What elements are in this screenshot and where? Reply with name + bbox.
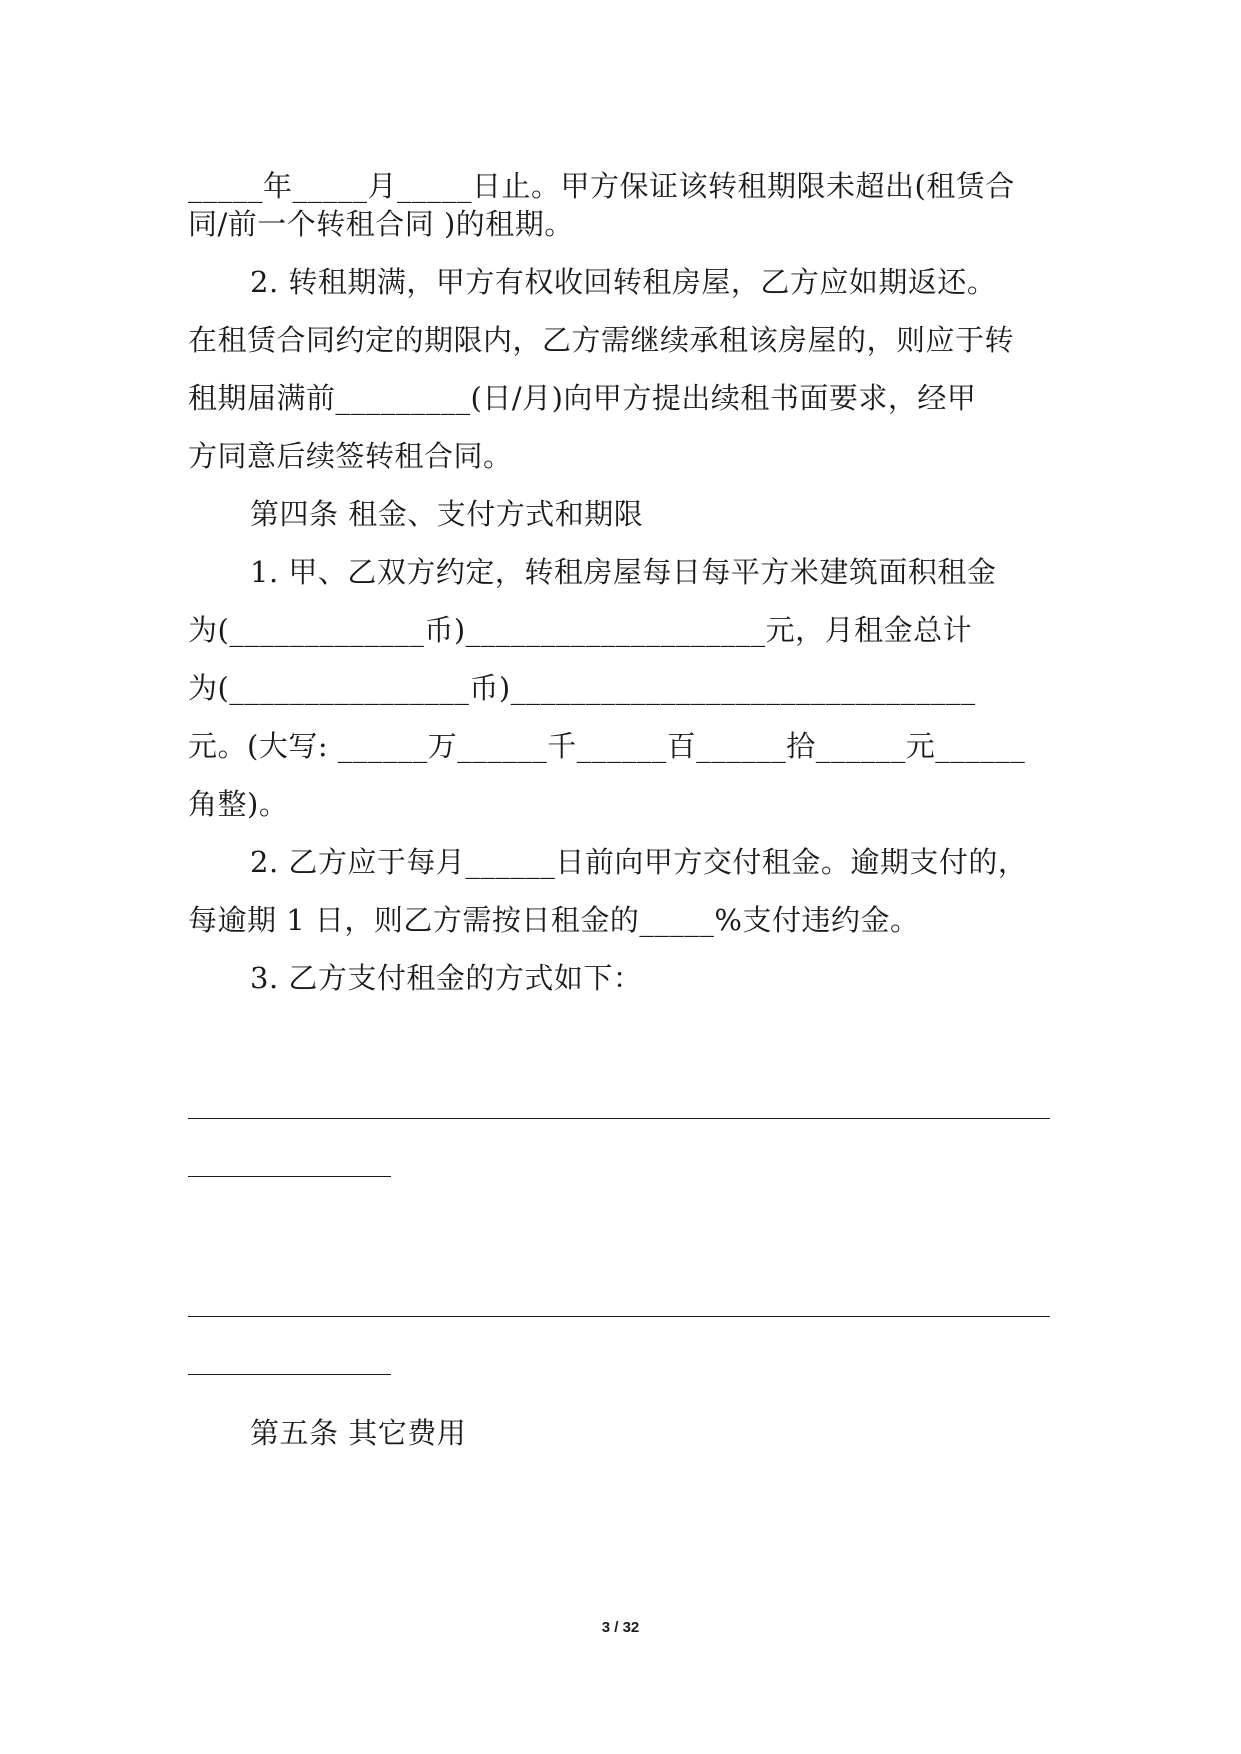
blank-fill-line bbox=[188, 1374, 391, 1375]
section-heading: 第四条 租金、支付方式和期限 bbox=[250, 497, 644, 531]
text-line: 租期届满前_________(日/月)向甲方提出续租书面要求，经甲 bbox=[188, 381, 977, 415]
clause-item: 2. 乙方应于每月______日前向甲方交付租金。逾期支付的， bbox=[250, 845, 1028, 879]
section-heading: 第五条 其它费用 bbox=[250, 1416, 467, 1450]
text-line: 每逾期 1 日，则乙方需按日租金的_____%支付违约金。 bbox=[188, 903, 920, 937]
text-line: 方同意后续签转租合同。 bbox=[188, 439, 513, 473]
clause-item: 3. 乙方支付租金的方式如下： bbox=[250, 961, 643, 995]
page-number: 3 / 32 bbox=[601, 1619, 640, 1636]
blank-fill-line bbox=[188, 1316, 1050, 1317]
text-line: 元。(大写: ______万______千______百______拾______元______ bbox=[188, 729, 1026, 763]
clause-item: 1. 甲、乙双方约定，转租房屋每日每平方米建筑面积租金 bbox=[250, 555, 997, 589]
text-line: 为(_____________币)____________________元，月租金总计 bbox=[188, 613, 973, 647]
text-line: 在租赁合同约定的期限内，乙方需继续承租该房屋的，则应于转 bbox=[188, 323, 1015, 357]
clause-item: 2. 转租期满，甲方有权收回转租房屋，乙方应如期返还。 bbox=[250, 265, 997, 299]
blank-fill-line bbox=[188, 1176, 391, 1177]
blank-fill-line bbox=[188, 1118, 1050, 1119]
text-line: 同/前一个转租合同 )的租期。 bbox=[188, 207, 574, 241]
text-line: 为(________________币)_______________________________ bbox=[188, 671, 976, 705]
text-line: _____年_____月_____日止。甲方保证该转租期限未超出(租赁合 bbox=[188, 169, 1015, 203]
text-line: 角整)。 bbox=[188, 787, 289, 821]
